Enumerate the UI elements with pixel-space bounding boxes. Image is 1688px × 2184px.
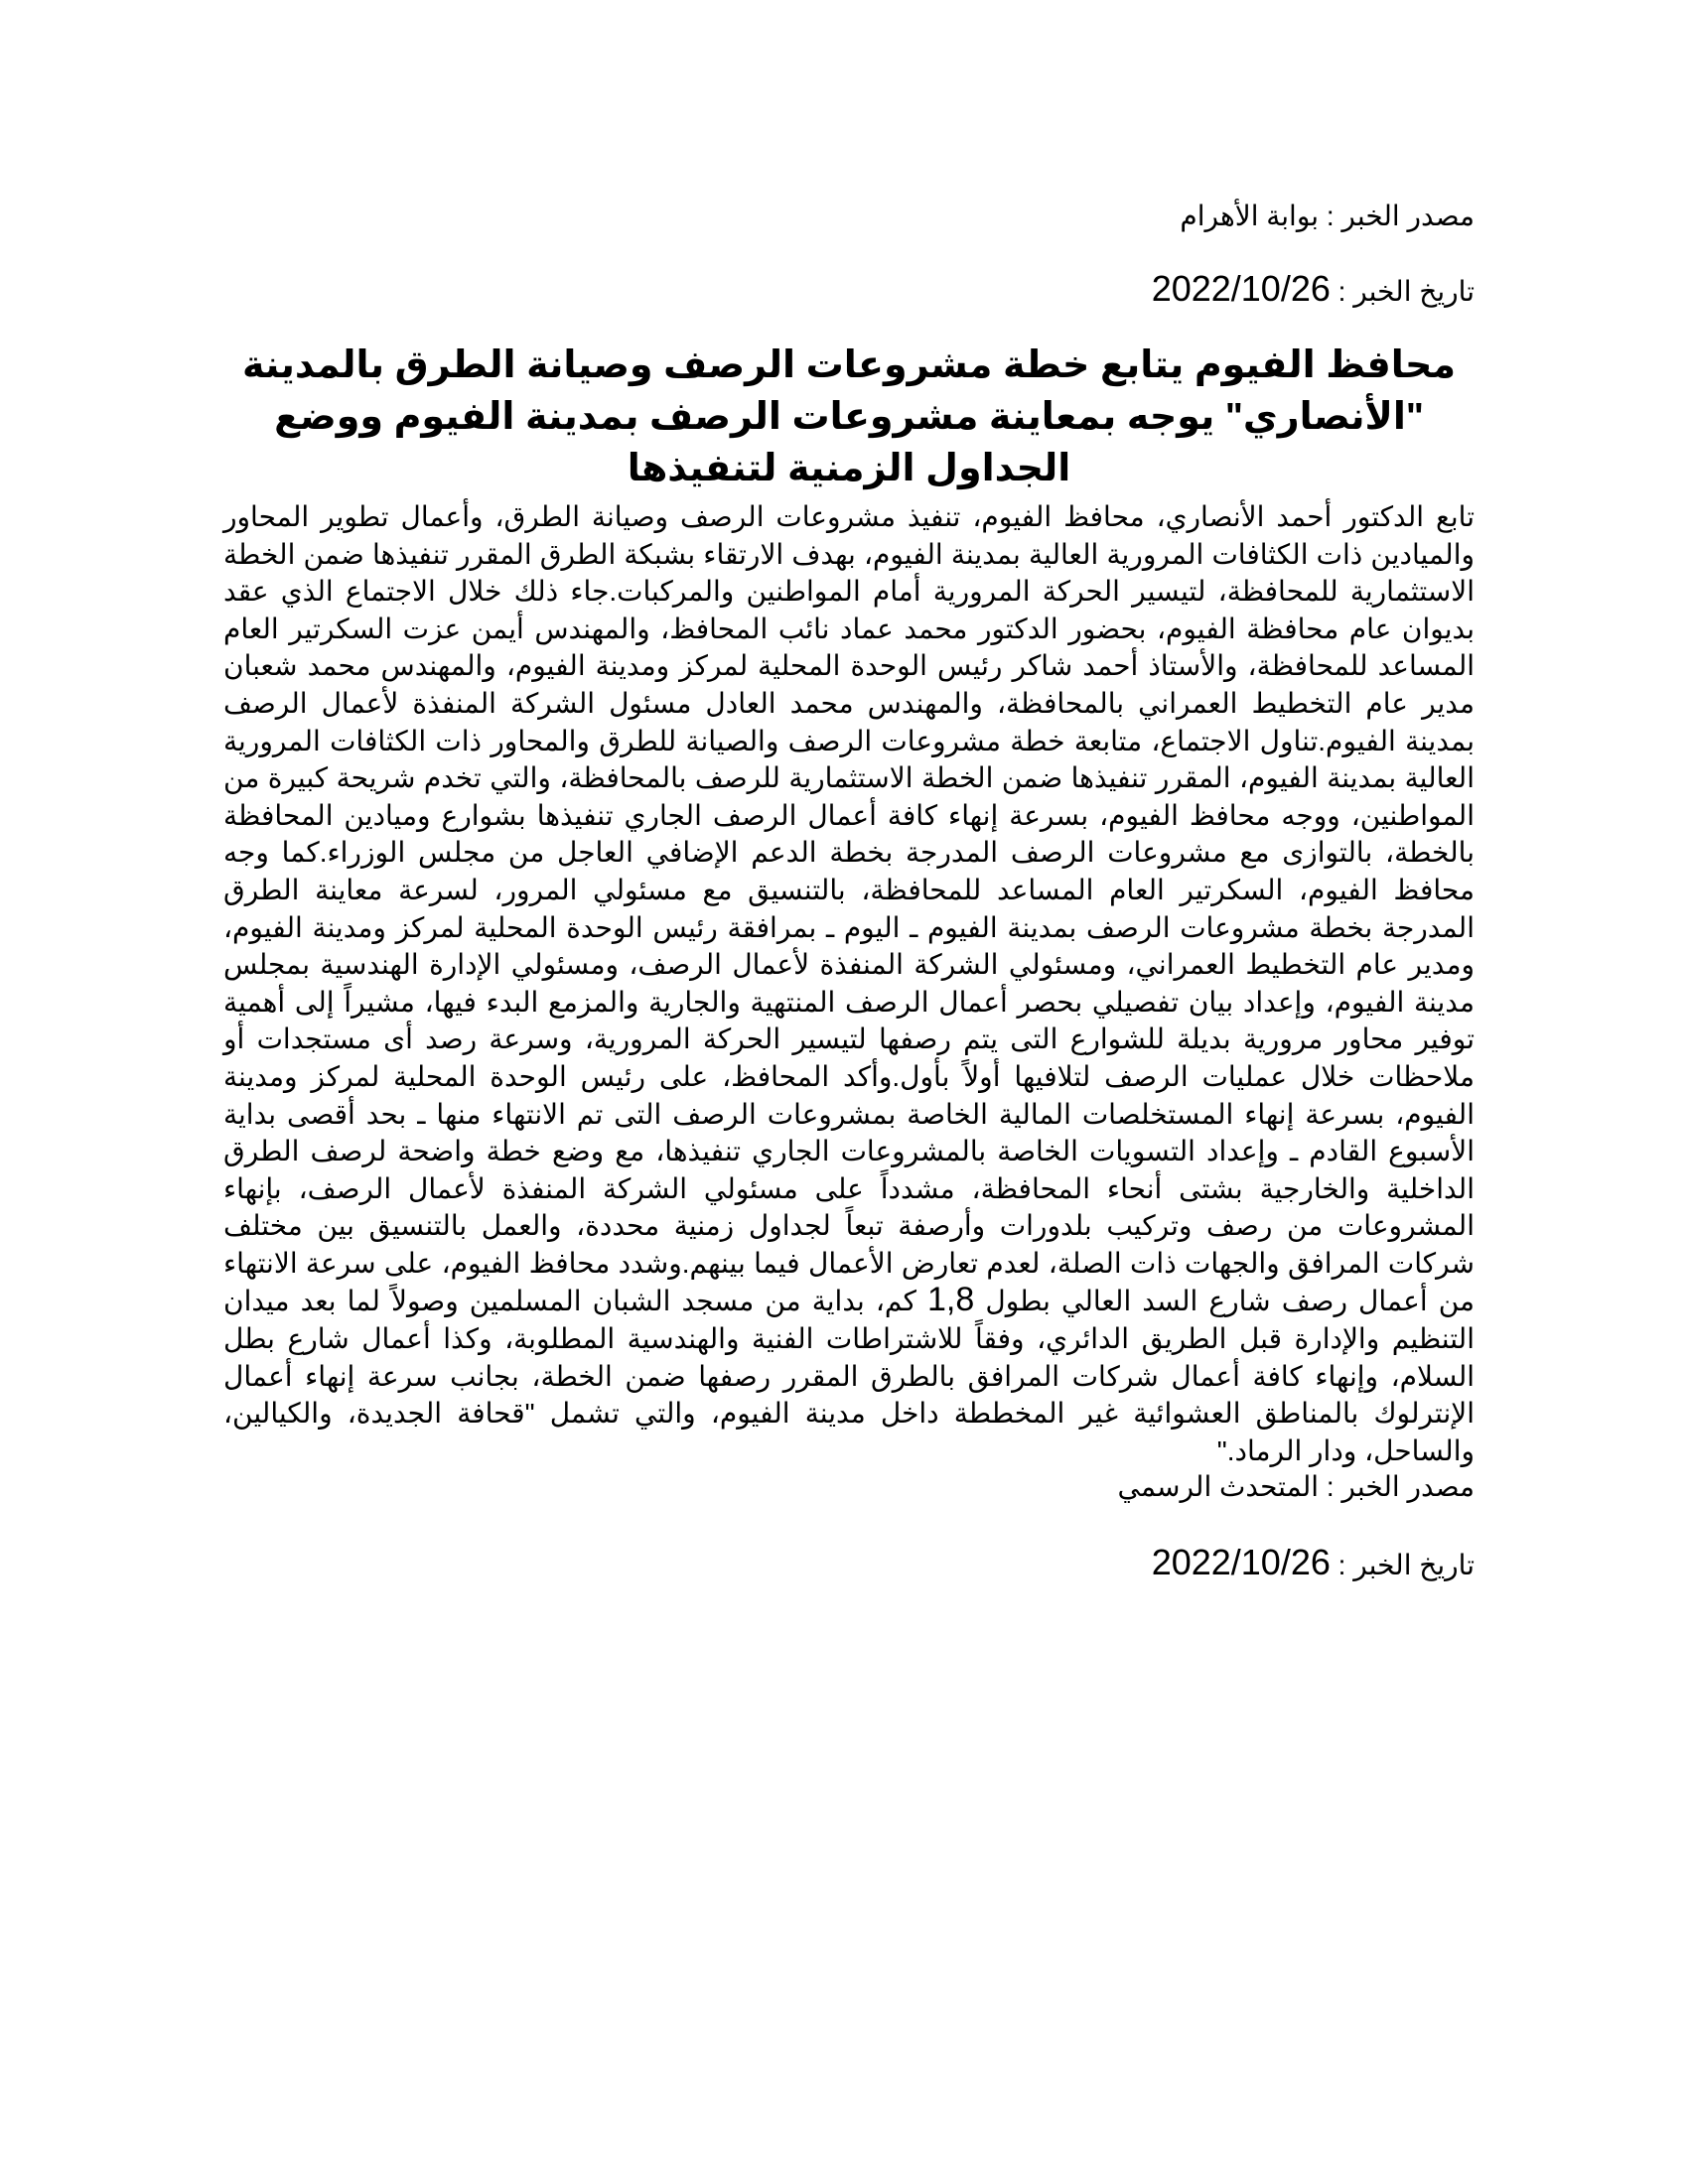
article-body-part2: كم، بداية من مسجد الشبان المسلمين وصولاً لما بعد ميدان التنظيم والإدارة قبل الطريق الدائري، وفقاً للاشتراطات الفنية والهندسية المطلوبة، وكذا أعمال شارع بطل السلام، وإنهاء كافة أعمال شركات المرافق بالطرق المقرر رصفها ضمن الخطة، بجانب سرعة إنهاء أعمال الإنترلوك بالمناطق العشوائية غير المخططة داخل مدينة الفيوم، والتي تشمل "قحافة الجديدة، والكيالين، والساحل، ودار الرماد." bbox=[223, 1286, 1475, 1466]
news-date-line bbox=[223, 268, 1475, 310]
footer-source-line: مصدر الخبر : المتحدث الرسمي bbox=[1117, 1471, 1475, 1503]
news-source-line: مصدر الخبر : بوابة الأهرام bbox=[1180, 201, 1475, 231]
footer-date-line bbox=[223, 1542, 1475, 1583]
article-body bbox=[223, 498, 1475, 1469]
news-date-label: تاريخ الخبر : bbox=[1330, 276, 1475, 307]
document-page bbox=[223, 199, 1475, 1583]
footer-date-label: تاريخ الخبر : bbox=[1330, 1550, 1475, 1581]
article-headline: محافظ الفيوم يتابع خطة مشروعات الرصف وصيانة الطرق بالمدينة "الأنصاري" يوجه بمعاينة مشروعات الرصف بمدينة الفيوم ووضع الجداول الزمنية لتنفيذها bbox=[242, 344, 1456, 489]
article-body-part1: تابع الدكتور أحمد الأنصاري، محافظ الفيوم، تنفيذ مشروعات الرصف وصيانة الطرق، وأعمال تطوير المحاور والميادين ذات الكثافات المرورية العالية بمدينة الفيوم، بهدف الارتقاء بشبكة الطرق المقرر تنفيذها ضمن الخطة الاستثمارية للمحافظة، لتيسير الحركة المرورية أمام المواطنين والمركبات.جاء ذلك خلال الاجتماع الذي عقد بديوان عام محافظة الفيوم، بحضور الدكتور محمد عماد نائب المحافظ، والمهندس أيمن عزت السكرتير العام المساعد للمحافظة، والأستاذ أحمد شاكر رئيس الوحدة المحلية لمركز ومدينة الفيوم، والمهندس محمد شعبان مدير عام التخطيط العمراني بالمحافظة، والمهندس محمد العادل مسئول الشركة المنفذة لأعمال الرصف بمدينة الفيوم.تناول الاجتماع، متابعة خطة مشروعات الرصف والصيانة للطرق والمحاور ذات الكثافات المرورية العالية بمدينة الفيوم، المقرر تنفيذها ضمن الخطة الاستثمارية للرصف بالمحافظة، والتي تخدم شريحة كبيرة من المواطنين، ووجه محافظ الفيوم، بسرعة إنهاء كافة أعمال الرصف الجاري تنفيذها بشوارع وميادين المحافظة بالخطة، بالتوازى مع مشروعات الرصف المدرجة بخطة الدعم الإضافي العاجل من مجلس الوزراء.كما وجه محافظ الفيوم، السكرتير العام المساعد للمحافظة، بالتنسيق مع مسئولي المرور، لسرعة معاينة الطرق المدرجة بخطة مشروعات الرصف بمدينة الفيوم ـ اليوم ـ بمرافقة رئيس الوحدة المحلية لمركز ومدينة الفيوم، ومدير عام التخطيط العمراني، ومسئولي الشركة المنفذة لأعمال الرصف، ومسئولي الإدارة الهندسية بمجلس مدينة الفيوم، وإعداد بيان تفصيلي بحصر أعمال الرصف المنتهية والجارية والمزمع البدء فيها، مشيراً إلى أهمية توفير محاور مرورية بديلة للشوارع التى يتم رصفها لتيسير الحركة المرورية، وسرعة رصد أى مستجدات أو ملاحظات خلال عمليات الرصف لتلافيها أولاً بأول.وأكد المحافظ، على رئيس الوحدة المحلية لمركز ومدينة الفيوم، بسرعة إنهاء المستخلصات المالية الخاصة بمشروعات الرصف التى تم الانتهاء منها ـ بحد أقصى بداية الأسبوع القادم ـ وإعداد التسويات الخاصة بالمشروعات الجاري تنفيذها، مع وضع خطة واضحة لرصف الطرق الداخلية والخارجية بشتى أنحاء المحافظة، مشدداً على مسئولي الشركة المنفذة لأعمال الرصف، بإنهاء المشروعات من رصف وتركيب بلدورات وأرصفة تبعاً لجداول زمنية محددة، والعمل بالتنسيق بين مختلف شركات المرافق والجهات ذات الصلة، لعدم تعارض الأعمال فيما بينهم.وشدد محافظ الفيوم، على سرعة الانتهاء من أعمال رصف شارع السد العالي بطول bbox=[223, 501, 1476, 1317]
footer-date-value: 2022/10/26 bbox=[1151, 1542, 1331, 1583]
road-length-number: 1,8 bbox=[927, 1281, 975, 1319]
news-date-value: 2022/10/26 bbox=[1151, 268, 1331, 309]
